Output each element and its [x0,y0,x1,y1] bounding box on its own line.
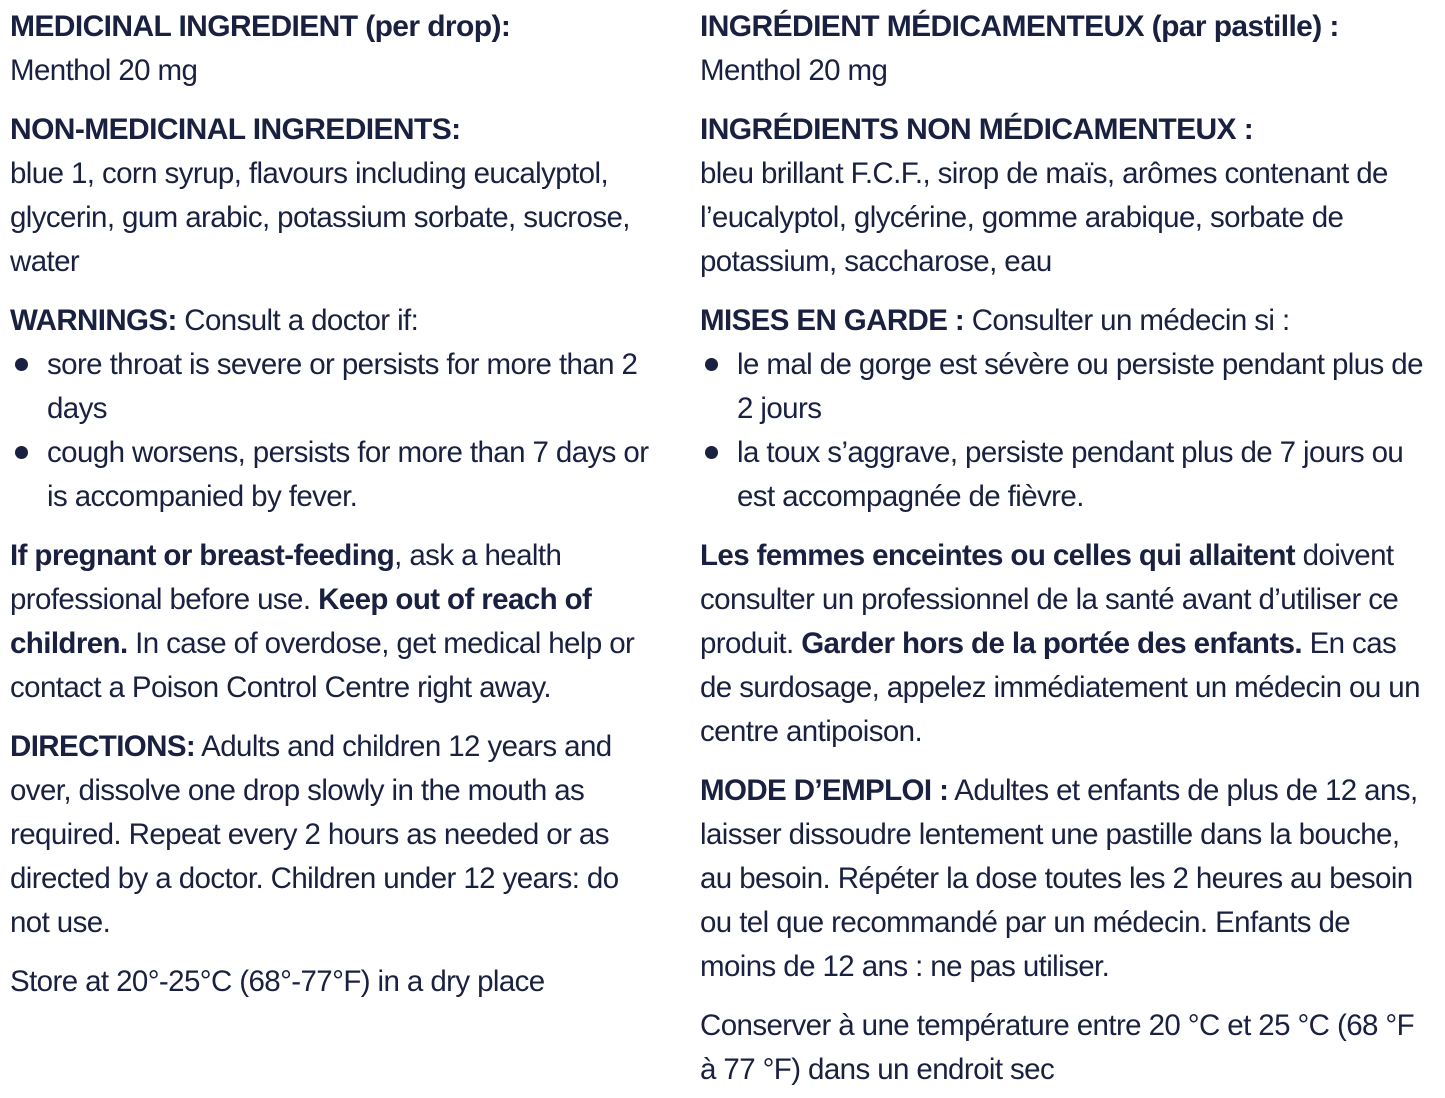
text-run: bleu brillant F.C.F., sirop de maïs, arômes contenant de l’eucalyptol, glycérine, gomme arabique, sorbate de potassium, saccharose, eau [700,157,1388,278]
bold-text-run: Keep out of reach of children. [10,583,592,660]
paragraph [10,152,662,284]
text-run: Menthol 20 mg [10,54,198,87]
text-run: sore throat is severe or persists for more than 2 days [47,348,638,425]
paragraph [10,960,662,1004]
text-run: Conserver à une température entre 20 °C et 25 °C (68 °F à 77 °F) dans un endroit sec [700,1009,1415,1086]
text-run: In case of overdose, get medical help or contact a Poison Control Centre right away. [10,627,635,704]
paragraph [700,152,1431,284]
paragraph [700,49,1431,93]
bold-text-run: WARNINGS: [10,304,177,337]
bold-text-run: DIRECTIONS: [10,730,196,763]
bullet-item [700,343,1431,431]
bold-text-run: MODE D’EMPLOI : [700,774,949,807]
paragraph [700,299,1431,343]
paragraph [700,534,1431,754]
section-heading: INGRÉDIENT MÉDICAMENTEUX (par pastille) : [700,10,1339,43]
english-column [10,5,662,1098]
text-run: doivent consulter un professionnel de la santé avant d’utiliser ce produit. [700,539,1399,660]
text-run: Menthol 20 mg [700,54,888,87]
text-run: Adultes et enfants de plus de 12 ans, laisser dissoudre lentement une pastille dans la bouche, au besoin. Répéter la dose toutes les 2 heures au besoin ou tel que recommandé par un médecin. Enfants de moins de 12 ans : ne pas utiliser. [700,774,1418,983]
bullet-item [10,343,662,431]
section-heading: NON-MEDICINAL INGREDIENTS: [10,113,461,146]
text-run: Consult a doctor if: [176,304,419,337]
bullet-list [10,343,662,519]
text-run: cough worsens, persists for more than 7 days or is accompanied by fever. [47,436,649,513]
text-run: Store at 20°-25°C (68°-77°F) in a dry place [10,965,545,998]
bold-text-run: If pregnant or breast-feeding [10,539,395,572]
paragraph [700,769,1431,989]
text-run: le mal de gorge est sévère ou persiste pendant plus de 2 jours [737,348,1423,425]
section-heading: INGRÉDIENTS NON MÉDICAMENTEUX : [700,113,1254,146]
text-run: la toux s’aggrave, persiste pendant plus de 7 jours ou est accompagnée de fièvre. [737,436,1404,513]
french-column [700,5,1431,1098]
bold-text-run: MISES EN GARDE : [700,304,965,337]
paragraph [700,1004,1431,1092]
text-run: En cas de surdosage, appelez immédiatement un médecin ou un centre antipoison. [700,627,1420,748]
bullet-item [700,431,1431,519]
paragraph [10,725,662,945]
text-run: Adults and children 12 years and over, dissolve one drop slowly in the mouth as required. Repeat every 2 hours as needed or as directed by a doctor. Children under 12 years: do not use. [10,730,619,939]
bold-text-run: Les femmes enceintes ou celles qui allaitent [700,539,1295,572]
text-run: blue 1, corn syrup, flavours including eucalyptol, glycerin, gum arabic, potassium sorbate, sucrose, water [10,157,630,278]
bullet-list [700,343,1431,519]
paragraph [10,299,662,343]
text-run: Consulter un médecin si : [964,304,1290,337]
bold-text-run: Garder hors de la portée des enfants. [801,627,1302,660]
section-heading: MEDICINAL INGREDIENT (per drop): [10,10,511,43]
bullet-item [10,431,662,519]
text-run: , ask a health professional before use. [10,539,562,616]
paragraph [10,49,662,93]
paragraph [10,534,662,710]
